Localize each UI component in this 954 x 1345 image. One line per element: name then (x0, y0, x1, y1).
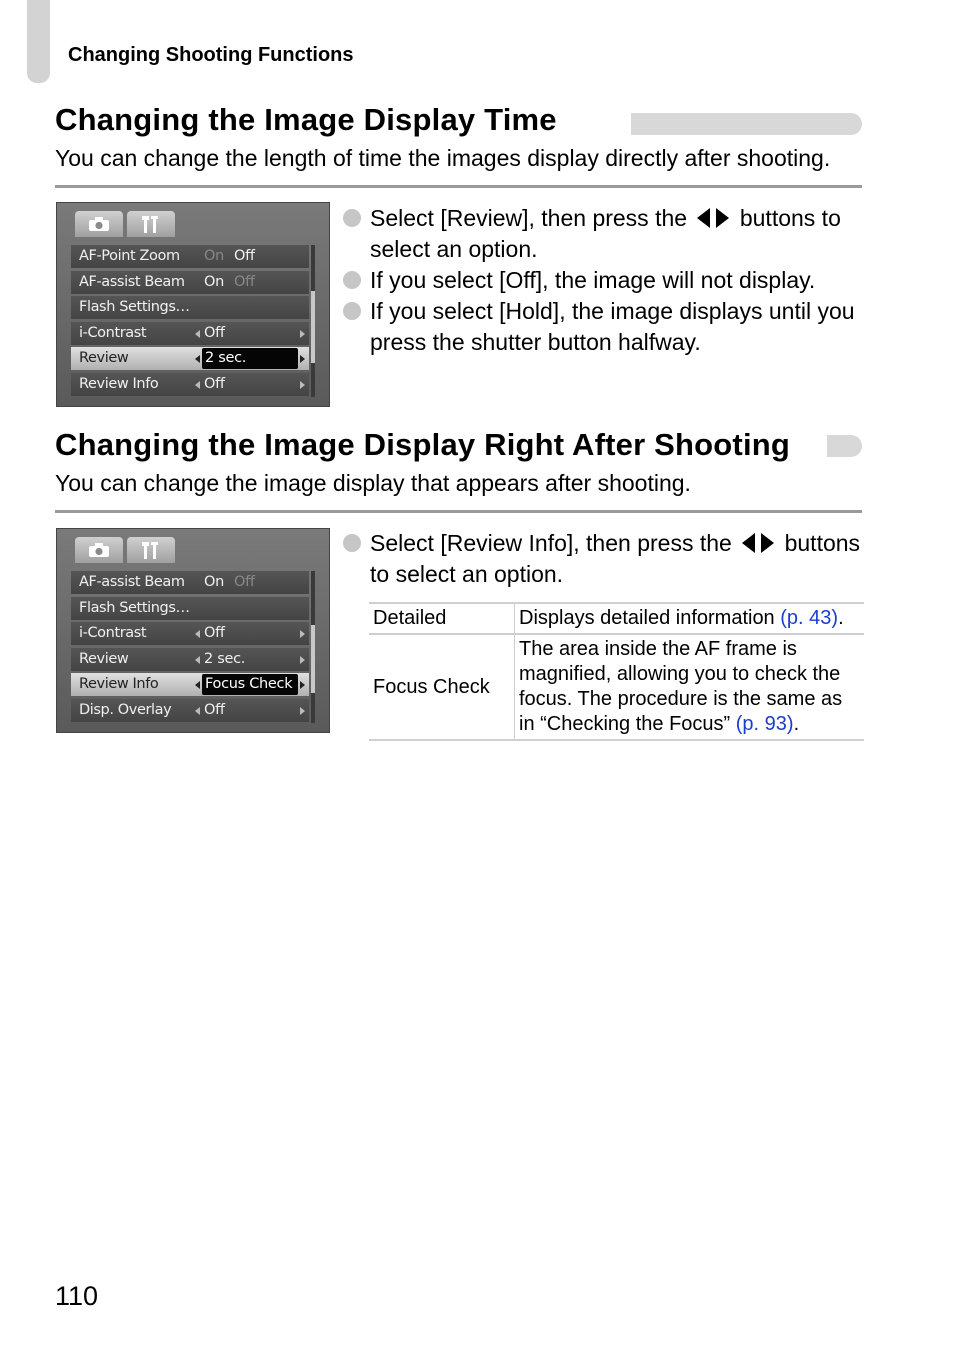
menu-row-review-info: Review Info Off (71, 373, 309, 396)
instruction-item: Select [Review Info], then press the buttons to select an option. (343, 528, 863, 590)
bullet-circle-icon (343, 534, 361, 552)
left-arrow-icon (195, 681, 200, 689)
page-reference-link[interactable]: (p. 43) (780, 607, 839, 629)
section2-divider (55, 510, 862, 513)
left-arrow-icon (195, 355, 200, 363)
menu-scrollbar (311, 571, 315, 723)
left-arrow-icon (195, 330, 200, 338)
left-right-arrows-icon (697, 208, 729, 228)
side-tab-marker (27, 0, 50, 83)
section2-title-bar (827, 435, 862, 457)
review-info-options-table (369, 602, 864, 741)
menu-scrollbar (311, 245, 315, 397)
table-row (369, 634, 864, 740)
menu-scroll-thumb (311, 625, 315, 693)
instruction-item: If you select [Off], the image will not display. (343, 265, 863, 296)
camera-tab-icon (75, 537, 123, 563)
settings-tab-icon (127, 211, 175, 237)
camera-tab-icon (75, 211, 123, 237)
section1-instructions (343, 203, 863, 358)
page-number: 110 (55, 1281, 99, 1311)
menu-row-flash-settings: Flash Settings… (71, 597, 309, 620)
bullet-circle-icon (343, 302, 361, 320)
section2-intro: You can change the image display that appears after shooting. (55, 470, 691, 496)
table-row (369, 603, 864, 634)
menu-row-i-contrast: i-Contrast Off (71, 322, 309, 345)
menu-row-review: Review 2 sec. (71, 648, 309, 671)
menu-row-i-contrast: i-Contrast Off (71, 622, 309, 645)
right-arrow-icon (300, 707, 305, 715)
menu-row-review-selected: Review 2 sec. (71, 347, 309, 370)
menu-scroll-thumb (311, 291, 315, 363)
page-reference-link[interactable]: (p. 93) (735, 713, 794, 735)
settings-tab-icon (127, 537, 175, 563)
section1-title-bar (631, 113, 862, 135)
option-description: The area inside the AF frame is magnified, allowing you to check the focus. The procedure is the same as in “Checking the Focus” (p. 93). (519, 638, 843, 735)
camera-menu-screen-1 (56, 202, 330, 407)
section2-title: Changing the Image Display Right After Shooting (55, 427, 791, 462)
menu-row-af-assist-beam: AF-assist Beam On Off (71, 271, 309, 294)
menu-row-af-assist-beam: AF-assist Beam On Off (71, 571, 309, 594)
section1-intro: You can change the length of time the images display directly after shooting. (55, 145, 831, 171)
bullet-circle-icon (343, 271, 361, 289)
instruction-item: If you select [Hold], the image displays until you press the shutter button halfway. (343, 296, 863, 358)
menu-row-review-info-selected: Review Info Focus Check (71, 673, 309, 696)
left-arrow-icon (195, 707, 200, 715)
left-arrow-icon (195, 630, 200, 638)
right-arrow-icon (300, 630, 305, 638)
camera-menu-screen-2 (56, 528, 330, 733)
option-name: Detailed (369, 603, 515, 634)
menu-row-flash-settings: Flash Settings… (71, 296, 309, 319)
instruction-item: Select [Review], then press the buttons to select an option. (343, 203, 863, 265)
section1-title: Changing the Image Display Time (55, 102, 557, 137)
left-arrow-icon (195, 656, 200, 664)
right-arrow-icon (300, 381, 305, 389)
left-right-arrows-icon (742, 533, 774, 553)
section2-instructions (343, 528, 863, 590)
right-arrow-icon (300, 330, 305, 338)
right-arrow-icon (300, 355, 305, 363)
option-name: Focus Check (369, 634, 515, 740)
left-arrow-icon (195, 381, 200, 389)
option-description: Displays detailed information (p. 43). (519, 607, 844, 629)
menu-row-disp-overlay: Disp. Overlay Off (71, 699, 309, 722)
right-arrow-icon (300, 656, 305, 664)
bullet-circle-icon (343, 209, 361, 227)
section1-divider (55, 185, 862, 188)
running-head: Changing Shooting Functions (68, 44, 354, 66)
right-arrow-icon (300, 681, 305, 689)
menu-row-af-point-zoom: AF-Point Zoom On Off (71, 245, 309, 268)
